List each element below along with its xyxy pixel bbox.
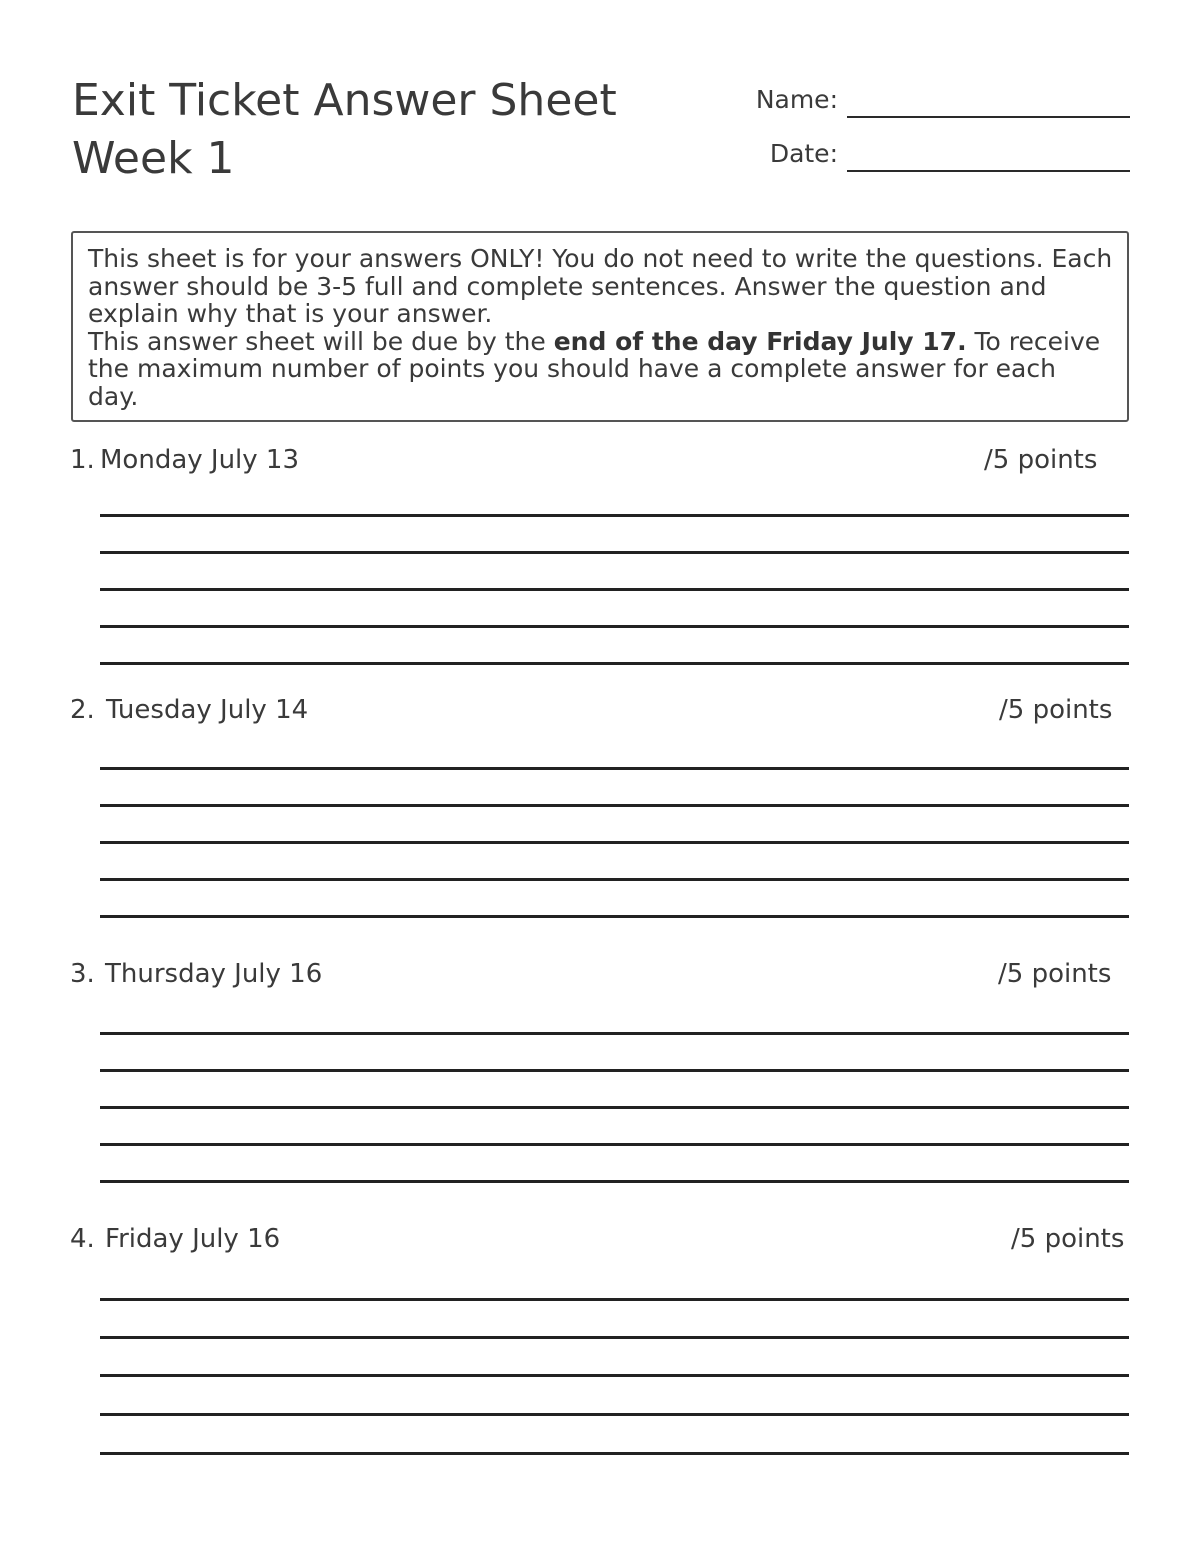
answer-line[interactable]: [100, 841, 1129, 844]
answer-line[interactable]: [100, 1298, 1129, 1301]
question-number: 2.: [70, 695, 95, 725]
question-number: 4.: [70, 1224, 95, 1254]
instructions-text: To receive the maximum number of points you should have a complete answer for each day.: [88, 326, 1101, 411]
date-field[interactable]: [700, 122, 1130, 172]
title-line-1: Exit Ticket Answer Sheet: [72, 75, 617, 126]
answer-line[interactable]: [100, 1413, 1129, 1416]
question-3-points: /5 points: [998, 959, 1112, 989]
answer-line[interactable]: [100, 662, 1129, 665]
date-label: Date:: [769, 139, 838, 168]
answer-line[interactable]: [100, 1069, 1129, 1072]
question-number: 3.: [70, 959, 95, 989]
instructions-paragraph-1: This sheet is for your answers ONLY! You do not need to write the questions. Each answer should be 3-5 full and complete sentences. Answer the question and explain why that is your answer.: [88, 244, 1113, 328]
answer-line[interactable]: [100, 1336, 1129, 1339]
instructions-box: [71, 231, 1129, 422]
question-4-points: /5 points: [1011, 1224, 1125, 1254]
answer-line[interactable]: [100, 1106, 1129, 1109]
question-day: Tuesday July 14: [106, 695, 309, 725]
question-1-label: [70, 445, 299, 475]
date-line[interactable]: [847, 170, 1130, 172]
instructions-paragraph-2: [88, 328, 1113, 411]
name-label: Name:: [755, 85, 838, 114]
title-line-2: Week 1: [72, 133, 235, 184]
answer-line[interactable]: [100, 1452, 1129, 1455]
instructions-text: This answer sheet will be due by the: [88, 326, 554, 356]
answer-line[interactable]: [100, 1180, 1129, 1183]
page-title: [72, 72, 712, 188]
name-field[interactable]: [700, 68, 1130, 118]
answer-line[interactable]: [100, 878, 1129, 881]
answer-line[interactable]: [100, 1032, 1129, 1035]
answer-line[interactable]: [100, 514, 1129, 517]
question-2-label: [70, 695, 308, 725]
answer-line[interactable]: [100, 1374, 1129, 1377]
question-1-points: /5 points: [984, 445, 1098, 475]
question-number: 1.: [70, 445, 95, 475]
answer-line[interactable]: [100, 1143, 1129, 1146]
name-line[interactable]: [847, 116, 1130, 118]
answer-line[interactable]: [100, 804, 1129, 807]
question-2-points: /5 points: [999, 695, 1113, 725]
due-date-emphasis: end of the day Friday July 17.: [553, 326, 967, 356]
answer-line[interactable]: [100, 915, 1129, 918]
question-4-label: [70, 1224, 280, 1254]
answer-line[interactable]: [100, 625, 1129, 628]
answer-line[interactable]: [100, 767, 1129, 770]
answer-line[interactable]: [100, 551, 1129, 554]
question-3-label: [70, 959, 322, 989]
question-day: Monday July 13: [100, 445, 300, 475]
question-day: Friday July 16: [105, 1224, 281, 1254]
question-day: Thursday July 16: [105, 959, 323, 989]
answer-line[interactable]: [100, 588, 1129, 591]
